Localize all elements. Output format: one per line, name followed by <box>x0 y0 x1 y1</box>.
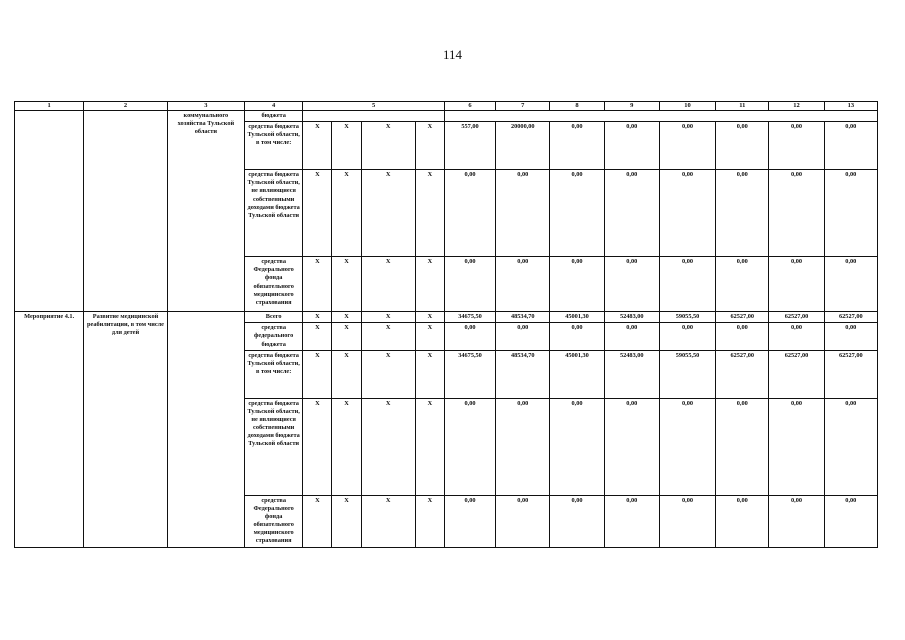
table-row <box>15 312 878 323</box>
header-cell: 2 <box>84 102 167 111</box>
value-cell: 48534,70 <box>496 312 550 323</box>
x-cell: X <box>415 170 444 257</box>
value-cell: 0,00 <box>604 323 659 350</box>
value-cell: 45001,30 <box>550 312 604 323</box>
value-cell: 0,00 <box>659 122 715 170</box>
x-cell: X <box>415 257 444 312</box>
header-cell: 11 <box>716 102 769 111</box>
header-cell: 5 <box>303 102 445 111</box>
value-cell: 62527,00 <box>824 312 877 323</box>
value-cell: 0,00 <box>769 170 824 257</box>
value-cell: 0,00 <box>550 398 604 495</box>
x-cell: X <box>415 495 444 547</box>
source-label: средства федерального бюджета <box>245 323 303 350</box>
x-cell: X <box>303 350 332 398</box>
header-cell: 10 <box>659 102 715 111</box>
x-cell: X <box>332 323 361 350</box>
x-cell: X <box>415 312 444 323</box>
value-cell: 0,00 <box>824 170 877 257</box>
value-cell: 0,00 <box>496 495 550 547</box>
value-cell: 0,00 <box>444 398 495 495</box>
value-cell: 62527,00 <box>769 350 824 398</box>
value-cell: 0,00 <box>824 323 877 350</box>
value-cell: 0,00 <box>550 170 604 257</box>
value-cell: 20000,00 <box>496 122 550 170</box>
value-cell: 0,00 <box>604 398 659 495</box>
value-cell: 0,00 <box>716 122 769 170</box>
value-cell: 59055,50 <box>659 312 715 323</box>
responsible-cell <box>167 312 244 547</box>
value-cell: 0,00 <box>496 170 550 257</box>
value-cell: 0,00 <box>659 323 715 350</box>
value-cell: 0,00 <box>444 257 495 312</box>
header-cell: 6 <box>444 102 495 111</box>
value-cell: 62527,00 <box>769 312 824 323</box>
value-cell: 0,00 <box>550 257 604 312</box>
x-cell: X <box>303 398 332 495</box>
value-cell: 62527,00 <box>824 350 877 398</box>
value-cell: 0,00 <box>769 323 824 350</box>
x-cell: X <box>332 170 361 257</box>
x-cell: X <box>361 122 415 170</box>
value-cell: 0,00 <box>716 323 769 350</box>
cell-col2 <box>84 111 167 312</box>
value-cell: 34675,50 <box>444 350 495 398</box>
empty-cell <box>303 111 445 122</box>
x-cell: X <box>332 257 361 312</box>
x-cell: X <box>303 312 332 323</box>
value-cell: 0,00 <box>769 495 824 547</box>
source-label: средства Федерального фонда обязательного медицинского страхования <box>245 495 303 547</box>
source-label: средства бюджета Тульской области, не являющиеся собственными доходами бюджета Тульской области <box>245 170 303 257</box>
source-label: Всего <box>245 312 303 323</box>
value-cell: 0,00 <box>659 398 715 495</box>
x-cell: X <box>303 257 332 312</box>
activity-name-cell: Развитие медицинской реабилитации, в том числе для детей <box>84 312 167 547</box>
x-cell: X <box>361 323 415 350</box>
x-cell: X <box>415 350 444 398</box>
x-cell: X <box>303 122 332 170</box>
x-cell: X <box>332 122 361 170</box>
budget-table <box>14 101 878 548</box>
header-cell: 8 <box>550 102 604 111</box>
value-cell: 0,00 <box>769 257 824 312</box>
value-cell: 59055,50 <box>659 350 715 398</box>
x-cell: X <box>415 398 444 495</box>
value-cell: 0,00 <box>659 257 715 312</box>
value-cell: 0,00 <box>444 323 495 350</box>
value-cell: 0,00 <box>769 398 824 495</box>
value-cell: 0,00 <box>659 170 715 257</box>
x-cell: X <box>415 323 444 350</box>
x-cell: X <box>361 495 415 547</box>
header-cell: 7 <box>496 102 550 111</box>
value-cell: 34675,50 <box>444 312 495 323</box>
value-cell: 0,00 <box>824 257 877 312</box>
value-cell: 557,00 <box>444 122 495 170</box>
header-cell: 3 <box>167 102 244 111</box>
header-cell: 13 <box>824 102 877 111</box>
source-label: бюджета <box>245 111 303 122</box>
x-cell: X <box>332 398 361 495</box>
x-cell: X <box>303 323 332 350</box>
value-cell: 52483,00 <box>604 312 659 323</box>
responsible-cell: коммунального хозяйства Тульской области <box>167 111 244 312</box>
source-label: средства бюджета Тульской области, в том числе: <box>245 122 303 170</box>
value-cell: 0,00 <box>496 257 550 312</box>
x-cell: X <box>303 495 332 547</box>
value-cell: 0,00 <box>444 495 495 547</box>
value-cell: 0,00 <box>604 257 659 312</box>
value-cell: 62527,00 <box>716 312 769 323</box>
x-cell: X <box>332 495 361 547</box>
header-cell: 1 <box>15 102 84 111</box>
value-cell: 0,00 <box>824 398 877 495</box>
value-cell: 0,00 <box>824 495 877 547</box>
value-cell: 0,00 <box>496 398 550 495</box>
value-cell: 0,00 <box>716 257 769 312</box>
source-label: средства бюджета Тульской области, не являющиеся собственными доходами бюджета Тульской области <box>245 398 303 495</box>
header-cell: 4 <box>245 102 303 111</box>
value-cell: 0,00 <box>659 495 715 547</box>
value-cell: 0,00 <box>716 398 769 495</box>
x-cell: X <box>361 398 415 495</box>
value-cell: 52483,00 <box>604 350 659 398</box>
value-cell: 0,00 <box>604 122 659 170</box>
value-cell: 0,00 <box>716 170 769 257</box>
header-cell: 9 <box>604 102 659 111</box>
cell-col1 <box>15 111 84 312</box>
x-cell: X <box>361 350 415 398</box>
value-cell: 0,00 <box>550 323 604 350</box>
x-cell: X <box>361 170 415 257</box>
table-row <box>15 111 878 122</box>
activity-id-cell: Мероприятие 4.1. <box>15 312 84 547</box>
value-cell: 45001,30 <box>550 350 604 398</box>
x-cell: X <box>332 350 361 398</box>
x-cell: X <box>415 122 444 170</box>
x-cell: X <box>361 312 415 323</box>
source-label: средства бюджета Тульской области, в том числе: <box>245 350 303 398</box>
empty-cell <box>444 111 877 122</box>
header-row <box>15 102 878 111</box>
source-label: средства Федерального фонда обязательного медицинского страхования <box>245 257 303 312</box>
value-cell: 0,00 <box>604 495 659 547</box>
value-cell: 0,00 <box>496 323 550 350</box>
value-cell: 48534,70 <box>496 350 550 398</box>
x-cell: X <box>332 312 361 323</box>
x-cell: X <box>303 170 332 257</box>
value-cell: 0,00 <box>769 122 824 170</box>
page-number: 114 <box>442 47 463 62</box>
value-cell: 0,00 <box>550 495 604 547</box>
value-cell: 62527,00 <box>716 350 769 398</box>
value-cell: 0,00 <box>716 495 769 547</box>
header-cell: 12 <box>769 102 824 111</box>
value-cell: 0,00 <box>444 170 495 257</box>
value-cell: 0,00 <box>550 122 604 170</box>
x-cell: X <box>361 257 415 312</box>
value-cell: 0,00 <box>604 170 659 257</box>
value-cell: 0,00 <box>824 122 877 170</box>
